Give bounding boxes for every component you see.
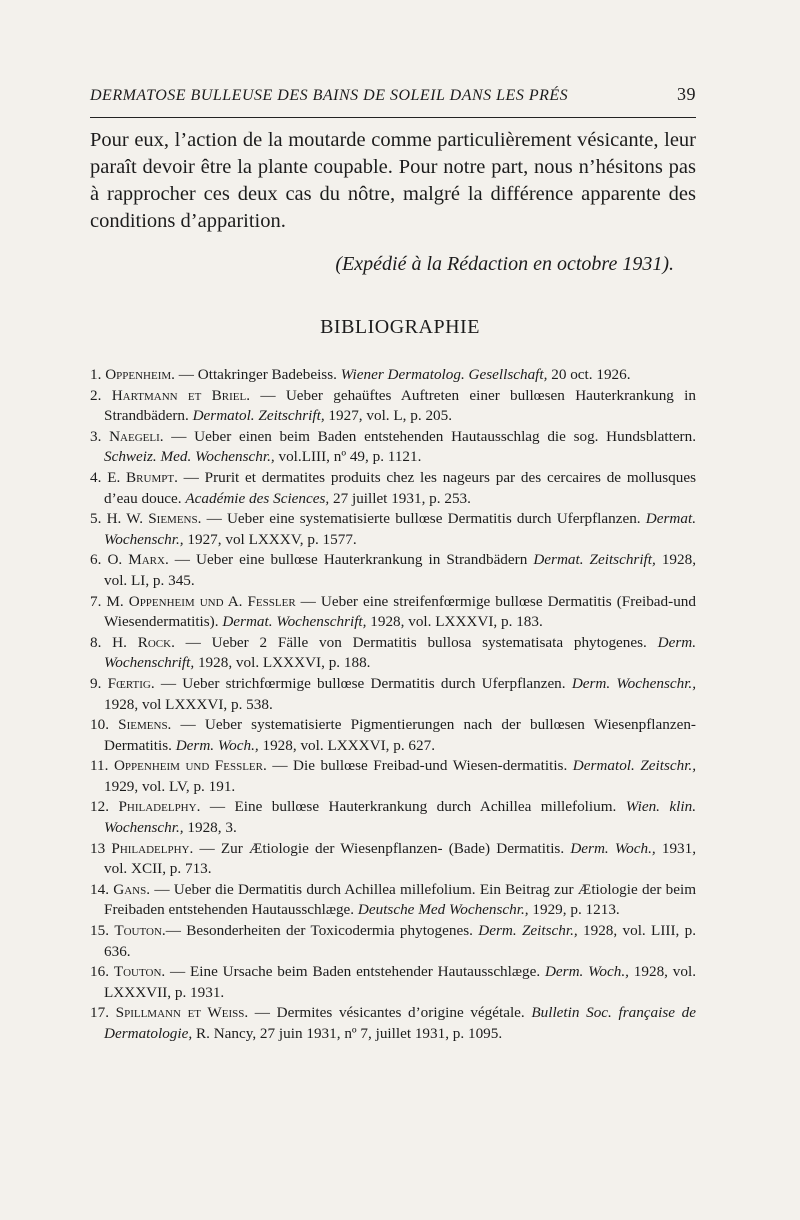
reference-authors: Oppenheim und Fessler. <box>113 757 267 775</box>
reference-journal: Derm. Wochenschrift, <box>104 633 697 672</box>
reference-details: 20 oct. 1926. <box>547 366 631 383</box>
reference-title: — Dermites vésicantes d’origine végétale. <box>248 1004 532 1022</box>
reference-number: 9. <box>90 674 102 692</box>
reference-title: — Eine Ursache beim Baden entstehender Hautausschlæge. <box>165 963 545 981</box>
reference-number: 5. <box>90 510 102 528</box>
reference-number: 7. <box>90 592 102 610</box>
reference-title: — Ueber strichfœrmige bullœse Dermatitis durch Uferpflanzen. <box>154 674 572 692</box>
reference-item <box>90 797 696 838</box>
reference-details: 1928, vol. LXXXVII, p. 1931. <box>104 963 696 1001</box>
reference-details: vol.LIII, nº 49, p. 1121. <box>274 448 422 466</box>
reference-details: 1928, vol LXXXVI, p. 538. <box>104 695 273 713</box>
reference-item <box>90 592 696 633</box>
reference-number: 3. <box>90 427 102 445</box>
reference-number: 16. <box>90 963 109 981</box>
reference-authors: E. Brumpt. <box>107 468 178 486</box>
reference-number: 2. <box>90 386 102 404</box>
reference-list <box>90 365 696 1045</box>
reference-journal: Dermat. Wochenschrift, <box>222 613 367 631</box>
reference-title: — Ueber 2 Fälle von Dermatitis bullosa systematisata phytogenes. <box>174 633 658 651</box>
reference-journal: Schweiz. Med. Wochenschr., <box>104 448 275 466</box>
reference-number: 17. <box>90 1004 109 1022</box>
reference-journal: Derm. Wochenschr., <box>571 674 697 692</box>
reference-title: — Ueber eine systematisierte bullœse Dermatitis durch Uferpflanzen. <box>201 510 646 528</box>
bibliography-title: BIBLIOGRAPHIE <box>320 316 480 338</box>
sent-note: (Expédié à la Rédaction en octobre 1931). <box>335 253 674 275</box>
reference-item <box>90 715 696 756</box>
reference-journal: Wien. klin. Wochenschr., <box>104 798 697 837</box>
reference-details: 1928, 3. <box>183 819 237 837</box>
reference-authors: Gans. <box>113 880 151 898</box>
reference-authors: Naegeli. <box>109 427 164 445</box>
reference-number: 15. <box>90 922 109 940</box>
reference-title: — Ueber eine bullœse Hauterkrankung in Strandbädern <box>168 551 534 569</box>
reference-details: 1929, p. 1213. <box>528 901 620 919</box>
reference-item <box>90 509 696 550</box>
reference-number: 11. <box>90 757 109 775</box>
reference-journal: Derm. Woch., <box>175 736 259 754</box>
reference-authors: Siemens. <box>118 716 172 734</box>
reference-item <box>90 756 696 797</box>
reference-title: — Ottakringer Badebeiss. <box>174 366 341 383</box>
paragraph: Pour eux, l’action de la moutarde comme particulièrement vésicante, leur paraît devoir être la plante coupable. Pour notre part, nous n’hésitons pas à rapprocher ces deux cas du nôtre, malgré la différence apparente des conditions d’apparition. <box>90 129 696 232</box>
reference-title: — Ueber systematisierte Pigmentierungen nach der bullœsen Wiesenpflanzen-Dermatitis. <box>104 716 696 754</box>
reference-title: — Prurit et dermatites produits chez les nageurs par des cercaires de mollusques d’eau douce. <box>104 468 697 507</box>
reference-item <box>90 962 696 1003</box>
reference-journal: Derm. Zeitschr., <box>478 922 578 940</box>
reference-title: — Besonderheiten der Toxicodermia phytogenes. <box>165 922 479 940</box>
reference-journal: Dermatol. Zeitschr., <box>572 757 697 775</box>
reference-item <box>90 365 696 386</box>
reference-authors: M. Oppenheim und A. Fessler <box>106 592 296 610</box>
reference-title: — Ueber gehaüftes Auftreten einer bullœsen Hauterkrankung in Strandbädern. <box>104 386 696 425</box>
reference-journal: Dermatol. Zeitschrift, <box>192 407 325 425</box>
reference-item <box>90 386 696 427</box>
reference-title: — Die bullœse Freibad-und Wiesen-dermatitis. <box>266 757 573 775</box>
reference-item <box>90 427 696 468</box>
reference-item <box>90 839 696 880</box>
reference-number: 1. <box>90 366 102 383</box>
reference-number: 14. <box>90 880 109 898</box>
reference-details: R. Nancy, 27 juin 1931, nº 7, juillet 1931, p. 1095. <box>192 1025 503 1042</box>
running-header <box>90 84 696 105</box>
page-number: 39 <box>677 84 696 104</box>
reference-authors: H. W. Siemens. <box>106 510 202 528</box>
reference-authors: Fœrtig. <box>107 674 155 692</box>
reference-title: — Ueber die Dermatitis durch Achillea millefolium. Ein Beitrag zur Ætiologie der beim Freibaden entstehenden Hautausschlæge. <box>104 880 697 919</box>
reference-authors: Touton. <box>114 922 166 940</box>
reference-authors: O. Marx. <box>107 551 169 569</box>
reference-details: 1931, vol. XCII, p. 713. <box>104 839 697 878</box>
reference-details: 1928, vol. LIII, p. 636. <box>104 922 697 960</box>
header-rule <box>90 117 696 118</box>
reference-number: 13 <box>90 839 106 857</box>
reference-title: — Zur Ætiologie der Wiesenpflanzen- (Bade) Dermatitis. <box>193 839 571 857</box>
reference-title: — Eine bullœse Hauterkrankung durch Achillea millefolium. <box>200 798 626 816</box>
reference-details: 1927, vol LXXXV, p. 1577. <box>183 530 357 548</box>
reference-item <box>90 921 696 962</box>
reference-item <box>90 550 696 591</box>
reference-number: 8. <box>90 633 102 651</box>
reference-number: 6. <box>90 551 102 569</box>
reference-journal: Dermat. Wochenschr., <box>104 510 696 548</box>
reference-item <box>90 880 696 921</box>
reference-details: 1928, vol. LXXXVI, p. 188. <box>194 654 371 672</box>
reference-details: 1928, vol. LXXXVI, p. 627. <box>258 736 436 754</box>
reference-number: 12. <box>90 798 109 816</box>
reference-number: 10. <box>90 716 109 734</box>
reference-details: 1928, vol. LXXXVI, p. 183. <box>366 613 543 631</box>
reference-details: 1927, vol. L, p. 205. <box>324 407 453 425</box>
reference-journal: Deutsche Med Wochenschr., <box>357 901 529 919</box>
reference-journal: Derm. Woch., <box>570 839 656 857</box>
reference-number: 4. <box>90 468 102 486</box>
reference-item <box>90 633 696 674</box>
running-title: DERMATOSE BULLEUSE DES BAINS DE SOLEIL DANS LES PRÉS <box>90 87 569 104</box>
reference-journal: Derm. Woch., <box>544 963 629 981</box>
reference-authors: Hartmann et Briel. <box>111 386 251 404</box>
reference-item <box>90 468 696 509</box>
reference-item <box>90 1003 696 1044</box>
body-text <box>90 127 696 235</box>
reference-journal: Bulletin Soc. française de Dermatologie, <box>104 1004 696 1042</box>
reference-title: — Ueber einen beim Baden entstehenden Hautausschlag die sog. Hundsblattern. <box>163 427 697 445</box>
reference-details: 27 juillet 1931, p. 253. <box>329 489 471 507</box>
reference-authors: Touton. <box>113 963 166 981</box>
reference-authors: Philadelphy. <box>118 798 201 816</box>
reference-authors: H. Rock. <box>112 633 175 651</box>
reference-details: 1929, vol. LV, p. 191. <box>104 777 236 795</box>
reference-authors: Philadelphy. <box>111 839 194 857</box>
reference-authors: Spillmann et Weiss. <box>115 1004 249 1022</box>
reference-item <box>90 674 696 715</box>
reference-journal: Dermat. Zeitschrift, <box>533 551 656 569</box>
reference-title: — Ueber eine streifenfœrmige bullœse Dermatitis (Freibad-und Wiesendermatitis). <box>104 592 696 631</box>
reference-journal: Wiener Dermatolog. Gesellschaft, <box>340 366 548 383</box>
reference-journal: Académie des Sciences, <box>185 489 330 507</box>
reference-authors: Oppenheim. <box>105 366 175 383</box>
reference-details: 1928, vol. LI, p. 345. <box>104 551 697 589</box>
